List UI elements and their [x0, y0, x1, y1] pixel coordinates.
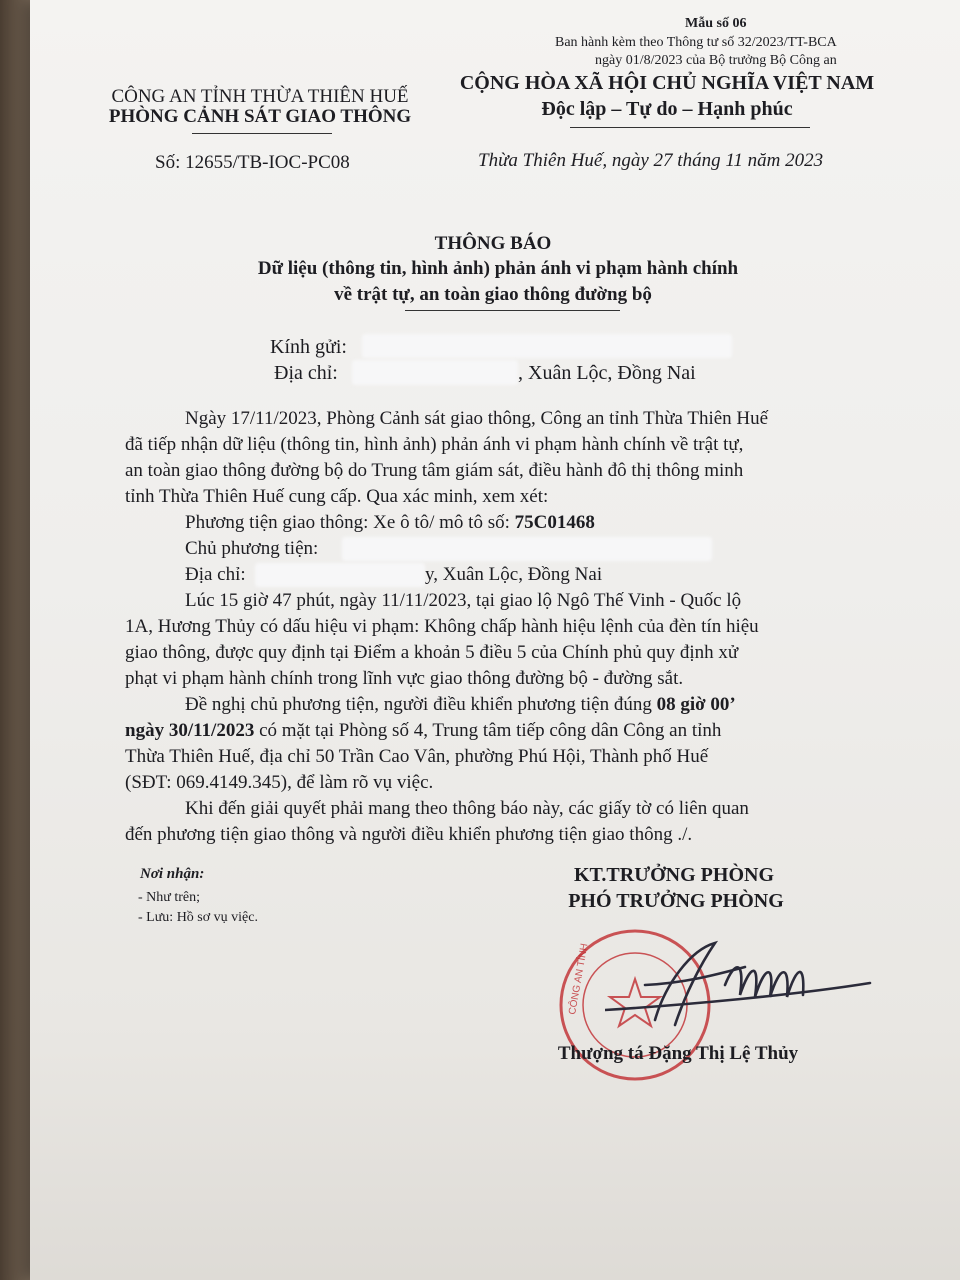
notice-title: THÔNG BÁO — [434, 233, 552, 254]
agency-name: PHÒNG CẢNH SÁT GIAO THÔNG — [108, 106, 412, 127]
paragraph-3-line-2 — [125, 720, 721, 742]
title-underline — [405, 310, 620, 311]
paragraph-2-line-1: Lúc 15 giờ 47 phút, ngày 11/11/2023, tại giao lộ Ngô Thế Vinh - Quốc lộ — [185, 590, 742, 611]
recipient-label: Kính gửi: — [270, 336, 347, 358]
paragraph-1-line-2: đã tiếp nhận dữ liệu (thông tin, hình ảnh) phản ánh vi phạm hành chính về trật tự, — [125, 434, 744, 455]
handwritten-signature — [605, 925, 875, 1035]
notice-subtitle-line2: về trật tự, an toàn giao thông đường bộ — [334, 284, 652, 305]
paragraph-2-line-4: phạt vi phạm hành chính trong lĩnh vực giao thông đường bộ - đường sắt. — [125, 668, 684, 689]
paragraph-4-line-1: Khi đến giải quyết phải mang theo thông báo này, các giấy tờ có liên quan — [185, 798, 749, 819]
vehicle-label: Phương tiện giao thông: Xe ô tô/ mô tô số: — [185, 512, 515, 533]
recipient-address-label: Địa chỉ: — [274, 362, 338, 384]
notice-subtitle-line1: Dữ liệu (thông tin, hình ảnh) phản ánh vi phạm hành chính — [257, 258, 739, 279]
paragraph-3-line-2-text: có mặt tại Phòng số 4, Trung tâm tiếp công dân Công an tỉnh — [254, 720, 722, 741]
paragraph-3-line-4: (SĐT: 069.4149.345), để làm rõ vụ việc. — [125, 772, 434, 793]
form-issued-line1: Ban hành kèm theo Thông tư số 32/2023/TT-BCA — [555, 35, 837, 50]
recipients-item-2: - Lưu: Hồ sơ vụ việc. — [138, 910, 258, 925]
agency-parent: CÔNG AN TỈNH THỪA THIÊN HUẾ — [111, 86, 409, 107]
paragraph-4-line-2: đến phương tiện giao thông và người điều khiển phương tiện giao thông ./. — [125, 824, 693, 845]
recipient-name-redacted — [362, 334, 732, 358]
paragraph-1-line-3: an toàn giao thông đường bộ do Trung tâm giám sát, điều hành đô thị thông minh — [125, 460, 744, 481]
recipient-address-tail: , Xuân Lộc, Đồng Nai — [518, 362, 696, 384]
place-date: Thừa Thiên Huế, ngày 27 tháng 11 năm 2023 — [478, 150, 824, 171]
owner-address-label: Địa chỉ: — [185, 564, 246, 585]
signature-title-1: KT.TRƯỞNG PHÒNG — [574, 864, 774, 886]
signer-name: Thượng tá Đặng Thị Lệ Thủy — [557, 1043, 799, 1064]
appointment-time: 08 giờ 00’ — [656, 694, 736, 715]
owner-name-redacted — [342, 537, 712, 561]
paragraph-3-line-1 — [185, 694, 736, 716]
paragraph-3-line-3: Thừa Thiên Huế, địa chỉ 50 Trần Cao Vân, phường Phú Hội, Thành phố Huế — [125, 746, 709, 767]
document-page — [30, 0, 960, 1280]
recipient-address-redacted — [352, 360, 518, 385]
paragraph-1-line-4: tỉnh Thừa Thiên Huế cung cấp. Qua xác minh, xem xét: — [125, 486, 549, 507]
paragraph-2-line-3: giao thông, được quy định tại Điểm a khoản 5 điều 5 của Chính phủ quy định xử — [125, 642, 739, 663]
svg-text:CÔNG AN TỈNH: CÔNG AN TỈNH — [567, 942, 591, 1016]
document-number: Số: 12655/TB-IOC-PC08 — [155, 152, 350, 173]
owner-label: Chủ phương tiện: — [185, 538, 319, 559]
vehicle-plate: 75C01468 — [514, 512, 595, 533]
signature-title-2: PHÓ TRƯỞNG PHÒNG — [568, 890, 784, 912]
owner-address-tail: y, Xuân Lộc, Đồng Nai — [425, 564, 603, 585]
agency-underline — [192, 133, 332, 134]
country-name: CỘNG HÒA XÃ HỘI CHỦ NGHĨA VIỆT NAM — [459, 72, 875, 94]
motto-underline — [570, 127, 810, 128]
paragraph-2-line-2: 1A, Hương Thủy có dấu hiệu vi phạm: Không chấp hành hiệu lệnh của đèn tín hiệu — [125, 616, 759, 637]
owner-address-redacted — [255, 563, 425, 587]
paragraph-3-line-1-text: Đề nghị chủ phương tiện, người điều khiển phương tiện đúng — [185, 694, 657, 715]
national-motto: Độc lập – Tự do – Hạnh phúc — [541, 98, 793, 120]
form-issued-line2: ngày 01/8/2023 của Bộ trưởng Bộ Công an — [595, 53, 837, 68]
recipients-item-1: - Như trên; — [138, 890, 201, 905]
paragraph-1-line-1: Ngày 17/11/2023, Phòng Cảnh sát giao thông, Công an tỉnh Thừa Thiên Huế — [185, 408, 769, 429]
appointment-date: ngày 30/11/2023 — [125, 720, 255, 741]
vehicle-line — [185, 512, 595, 534]
form-number: Mẫu số 06 — [685, 16, 747, 31]
recipients-label: Nơi nhận: — [140, 866, 205, 882]
